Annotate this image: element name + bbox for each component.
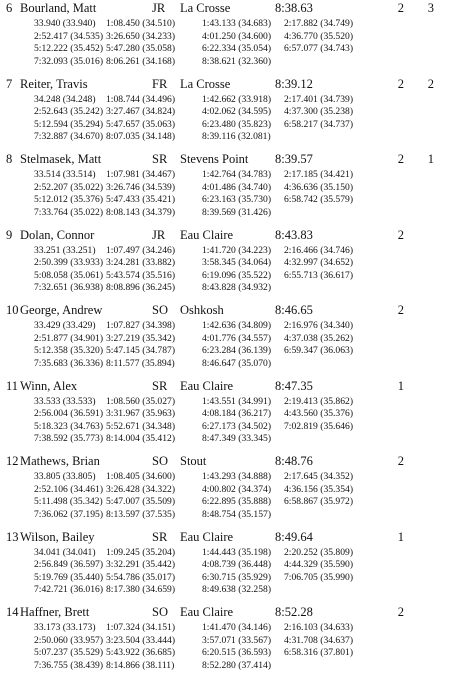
lap-split: 1:07.827 (34.398) — [106, 320, 176, 331]
lap-split: 2:17.882 (34.749) — [284, 18, 354, 29]
lap-split: 6:55.713 (36.617) — [284, 269, 354, 281]
athlete-name: Stelmasek, Matt — [20, 152, 102, 166]
lap-split: 3:26.650 (34.233) — [106, 30, 176, 42]
final-time: 8:52.28 — [275, 605, 313, 619]
lap-split: 2:52.207 (35.022) — [34, 181, 104, 193]
lap-split: 5:08.058 (35.061) — [34, 269, 104, 281]
lap-split: 33.805 (33.805) — [34, 471, 96, 482]
final-time: 8:48.76 — [275, 454, 313, 468]
team-points: 2 — [397, 76, 404, 91]
lap-split: 33.533 (33.533) — [34, 395, 96, 407]
athlete-name: Haffner, Brett — [20, 605, 90, 619]
athlete-team: Eau Claire — [180, 227, 234, 242]
lap-split: 3:26.746 (34.539) — [106, 181, 176, 193]
lap-split: 7:06.705 (35.990) — [284, 571, 354, 583]
lap-split: 8:49.638 (32.258) — [202, 584, 272, 595]
lap-split: 8:07.035 (34.148) — [106, 131, 176, 142]
lap-split: 1:09.245 (35.204) — [106, 546, 176, 558]
lap-split: 5:11.498 (35.342) — [34, 496, 103, 507]
lap-split: 7:33.764 (35.022) — [34, 206, 104, 218]
athlete-team: Eau Claire — [180, 605, 234, 619]
result-header — [0, 151, 459, 167]
athlete-year: FR — [152, 76, 168, 91]
lap-split: 2:52.643 (35.242) — [34, 106, 104, 117]
lap-split: 4:01.250 (34.600) — [202, 30, 272, 42]
lap-split: 8:14.004 (35.412) — [106, 433, 176, 444]
lap-split: 1:42.764 (34.783) — [202, 169, 272, 180]
team-points: 2 — [397, 605, 404, 619]
lap-split: 6:22.895 (35.888) — [202, 496, 272, 507]
lap-split: 7:32.651 (36.938) — [34, 282, 104, 293]
lap-split: 5:12.358 (35.320) — [34, 345, 104, 356]
lap-split: 6:59.347 (36.063) — [284, 345, 354, 356]
lap-split: 2:56.004 (36.591) — [34, 408, 104, 419]
lap-split: 5:43.922 (36.685) — [106, 647, 176, 658]
lap-split: 4:37.300 (35.238) — [284, 106, 354, 117]
lap-split: 5:47.657 (35.063) — [106, 118, 176, 130]
result-header — [0, 76, 459, 92]
lap-split: 8:13.597 (37.535) — [106, 508, 176, 520]
lap-split: 5:47.145 (34.787) — [106, 345, 176, 356]
result-header — [0, 0, 459, 16]
lap-split: 5:07.237 (35.529) — [34, 647, 104, 658]
athlete-year: SR — [152, 529, 168, 544]
lap-split: 7:35.683 (36.336) — [34, 357, 104, 369]
lap-split: 4:36.636 (35.150) — [284, 181, 354, 193]
lap-split: 5:19.769 (35.440) — [34, 571, 104, 583]
result-header — [0, 227, 459, 243]
athlete-team: Stout — [180, 454, 207, 468]
team-points: 2 — [397, 227, 404, 242]
lap-split: 1:08.405 (34.600) — [106, 471, 176, 482]
athlete-team: La Crosse — [180, 76, 231, 91]
lap-split: 33.251 (33.251) — [34, 244, 96, 256]
lap-split: 1:42.662 (33.918) — [202, 93, 272, 105]
lap-split: 5:47.433 (35.421) — [106, 194, 176, 205]
athlete-year: SO — [152, 303, 168, 317]
lap-split: 4:31.708 (34.637) — [284, 634, 354, 646]
lap-split: 8:47.349 (33.345) — [202, 433, 272, 444]
athlete-year: SR — [152, 378, 168, 393]
result-header — [0, 302, 459, 318]
athlete-team: Eau Claire — [180, 378, 234, 393]
lap-split: 6:57.077 (34.743) — [284, 43, 354, 54]
athlete-name: Wilson, Bailey — [20, 529, 95, 544]
lap-split: 4:36.156 (35.354) — [284, 483, 354, 495]
athlete-year: JR — [152, 227, 166, 242]
lap-split: 3:32.291 (35.442) — [106, 559, 176, 570]
lap-split: 2:16.976 (34.340) — [284, 320, 354, 331]
athlete-place: 6 — [6, 1, 13, 15]
lap-split: 4:36.770 (35.520) — [284, 30, 354, 42]
athlete-place: 8 — [6, 152, 13, 166]
lap-split: 8:52.280 (37.414) — [202, 659, 272, 671]
lap-split: 3:27.467 (34.824) — [106, 106, 176, 117]
lap-split: 5:12.594 (35.294) — [34, 118, 104, 130]
athlete-place: 9 — [6, 227, 13, 242]
lap-split: 33.429 (33.429) — [34, 320, 96, 331]
lap-split: 7:02.819 (35.646) — [284, 420, 354, 432]
lap-split: 2:52.417 (34.535) — [34, 30, 104, 42]
lap-split: 7:42.721 (36.016) — [34, 584, 104, 595]
lap-split: 4:37.038 (35.262) — [284, 332, 354, 344]
lap-split: 4:00.802 (34.374) — [202, 483, 272, 495]
lap-split: 2:51.877 (34.901) — [34, 332, 104, 344]
lap-split: 5:12.222 (35.452) — [34, 43, 104, 54]
final-time: 8:49.64 — [275, 529, 313, 544]
lap-split: 4:01.776 (34.557) — [202, 332, 272, 344]
extra-score: 3 — [427, 1, 434, 15]
final-time: 8:46.65 — [275, 303, 313, 317]
extra-score: 1 — [427, 152, 434, 166]
lap-split: 1:08.450 (34.510) — [106, 18, 176, 29]
lap-split: 2:56.849 (36.597) — [34, 559, 104, 570]
lap-split: 8:39.116 (32.081) — [202, 131, 271, 142]
lap-split: 6:20.515 (36.593) — [202, 647, 272, 658]
lap-split: 8:14.866 (38.111) — [106, 659, 175, 671]
athlete-name: Dolan, Connor — [20, 227, 95, 242]
athlete-place: 7 — [6, 76, 13, 91]
lap-split: 8:48.754 (35.157) — [202, 508, 272, 520]
lap-split: 8:06.261 (34.168) — [106, 55, 176, 67]
lap-split: 6:58.742 (35.579) — [284, 194, 354, 205]
lap-split: 6:22.334 (35.054) — [202, 43, 272, 54]
athlete-name: Bourland, Matt — [20, 1, 97, 15]
lap-split: 6:58.217 (34.737) — [284, 118, 354, 130]
athlete-place: 11 — [6, 378, 19, 393]
lap-split: 1:41.720 (34.223) — [202, 244, 272, 256]
team-points: 2 — [397, 1, 404, 15]
lap-split: 6:23.480 (35.823) — [202, 118, 272, 130]
lap-split: 4:32.997 (34.652) — [284, 257, 354, 268]
result-header — [0, 378, 459, 394]
lap-split: 2:16.466 (34.746) — [284, 244, 354, 256]
lap-split: 8:17.380 (34.659) — [106, 584, 176, 595]
lap-split: 8:38.621 (32.360) — [202, 55, 272, 67]
athlete-place: 10 — [6, 303, 19, 317]
lap-split: 6:23.284 (36.139) — [202, 345, 272, 356]
lap-split: 8:11.577 (35.894) — [106, 357, 175, 369]
lap-split: 4:02.062 (34.595) — [202, 106, 272, 117]
lap-split: 7:38.592 (35.773) — [34, 433, 104, 444]
lap-split: 4:08.739 (36.448) — [202, 559, 272, 570]
final-time: 8:39.57 — [275, 152, 313, 166]
lap-split: 5:12.012 (35.376) — [34, 194, 104, 205]
lap-split: 2:17.185 (34.421) — [284, 169, 354, 180]
lap-split: 4:44.329 (35.590) — [284, 559, 354, 570]
lap-split: 3:27.219 (35.342) — [106, 332, 176, 344]
final-time: 8:43.83 — [275, 227, 313, 242]
athlete-team: La Crosse — [180, 1, 231, 15]
lap-split: 5:47.007 (35.509) — [106, 496, 176, 507]
lap-split: 1:08.560 (35.027) — [106, 395, 176, 407]
lap-split: 33.940 (33.940) — [34, 18, 96, 29]
athlete-year: SO — [152, 605, 168, 619]
lap-split: 2:17.401 (34.739) — [284, 93, 354, 105]
athlete-name: Reiter, Travis — [20, 76, 88, 91]
lap-split: 6:19.096 (35.522) — [202, 269, 272, 281]
result-header — [0, 453, 459, 469]
lap-split: 8:43.828 (34.932) — [202, 282, 272, 293]
lap-split: 7:36.755 (38.439) — [34, 659, 104, 671]
lap-split: 3:24.281 (33.882) — [106, 257, 176, 268]
lap-split: 1:41.470 (34.146) — [202, 622, 272, 633]
lap-split: 33.514 (33.514) — [34, 169, 96, 180]
lap-split: 2:52.106 (34.461) — [34, 483, 104, 495]
lap-split: 34.248 (34.248) — [34, 93, 96, 105]
lap-split: 1:07.497 (34.246) — [106, 244, 176, 256]
lap-split: 1:43.551 (34.991) — [202, 395, 272, 407]
lap-split: 1:42.636 (34.809) — [202, 320, 272, 331]
lap-split: 8:39.569 (31.426) — [202, 206, 272, 218]
lap-split: 3:26.428 (34.322) — [106, 483, 176, 495]
athlete-name: Winn, Alex — [20, 378, 78, 393]
lap-split: 5:18.323 (34.763) — [34, 420, 104, 432]
final-time: 8:38.63 — [275, 1, 313, 15]
lap-split: 6:30.715 (35.929) — [202, 571, 272, 583]
lap-split: 3:31.967 (35.963) — [106, 408, 176, 419]
result-header — [0, 529, 459, 545]
lap-split: 6:58.316 (37.801) — [284, 647, 354, 658]
athlete-name: Mathews, Brian — [20, 454, 100, 468]
team-points: 2 — [397, 454, 404, 468]
lap-split: 5:54.786 (35.017) — [106, 571, 176, 583]
team-points: 1 — [397, 529, 404, 544]
athlete-place: 14 — [6, 605, 19, 619]
result-header — [0, 604, 459, 620]
lap-split: 33.173 (33.173) — [34, 622, 96, 633]
lap-split: 2:16.103 (34.633) — [284, 622, 354, 633]
lap-split: 4:08.184 (36.217) — [202, 408, 272, 419]
lap-split: 6:23.163 (35.730) — [202, 194, 272, 205]
lap-split: 2:17.645 (34.352) — [284, 471, 354, 482]
lap-split: 3:57.071 (33.567) — [202, 634, 272, 646]
team-points: 2 — [397, 152, 404, 166]
lap-split: 8:46.647 (35.070) — [202, 357, 272, 369]
lap-split: 3:23.504 (33.444) — [106, 634, 176, 646]
lap-split: 4:01.486 (34.740) — [202, 181, 272, 193]
team-points: 1 — [397, 378, 404, 393]
athlete-place: 13 — [6, 529, 19, 544]
lap-split: 5:47.280 (35.058) — [106, 43, 176, 54]
athlete-year: JR — [152, 1, 166, 15]
lap-split: 7:36.062 (37.195) — [34, 508, 104, 520]
lap-split: 6:27.173 (34.502) — [202, 420, 272, 432]
team-points: 2 — [397, 303, 404, 317]
athlete-year: SO — [152, 454, 168, 468]
lap-split: 7:32.887 (34.670) — [34, 131, 104, 142]
athlete-year: SR — [152, 152, 168, 166]
athlete-place: 12 — [6, 454, 19, 468]
lap-split: 2:20.252 (35.809) — [284, 546, 354, 558]
athlete-team: Eau Claire — [180, 529, 234, 544]
lap-split: 7:32.093 (35.016) — [34, 55, 104, 67]
lap-split: 5:52.671 (34.348) — [106, 420, 176, 432]
lap-split: 2:19.413 (35.862) — [284, 395, 354, 407]
lap-split: 1:43.293 (34.888) — [202, 471, 272, 482]
lap-split: 5:43.574 (35.516) — [106, 269, 176, 281]
lap-split: 1:07.981 (34.467) — [106, 169, 176, 180]
lap-split: 2:50.060 (33.957) — [34, 634, 104, 646]
lap-split: 8:08.896 (36.245) — [106, 282, 176, 293]
lap-split: 1:43.133 (34.683) — [202, 18, 272, 29]
athlete-team: Oshkosh — [180, 303, 224, 317]
final-time: 8:47.35 — [275, 378, 313, 393]
lap-split: 4:43.560 (35.376) — [284, 408, 354, 419]
lap-split: 1:44.443 (35.198) — [202, 546, 272, 558]
lap-split: 8:08.143 (34.379) — [106, 206, 176, 218]
extra-score: 2 — [427, 76, 434, 91]
lap-split: 2:50.399 (33.933) — [34, 257, 104, 268]
final-time: 8:39.12 — [275, 76, 313, 91]
lap-split: 1:08.744 (34.496) — [106, 93, 176, 105]
athlete-name: George, Andrew — [20, 303, 103, 317]
lap-split: 6:58.867 (35.972) — [284, 496, 354, 507]
lap-split: 3:58.345 (34.064) — [202, 257, 272, 268]
athlete-team: Stevens Point — [180, 152, 249, 166]
lap-split: 34.041 (34.041) — [34, 546, 96, 558]
lap-split: 1:07.324 (34.151) — [106, 622, 176, 633]
